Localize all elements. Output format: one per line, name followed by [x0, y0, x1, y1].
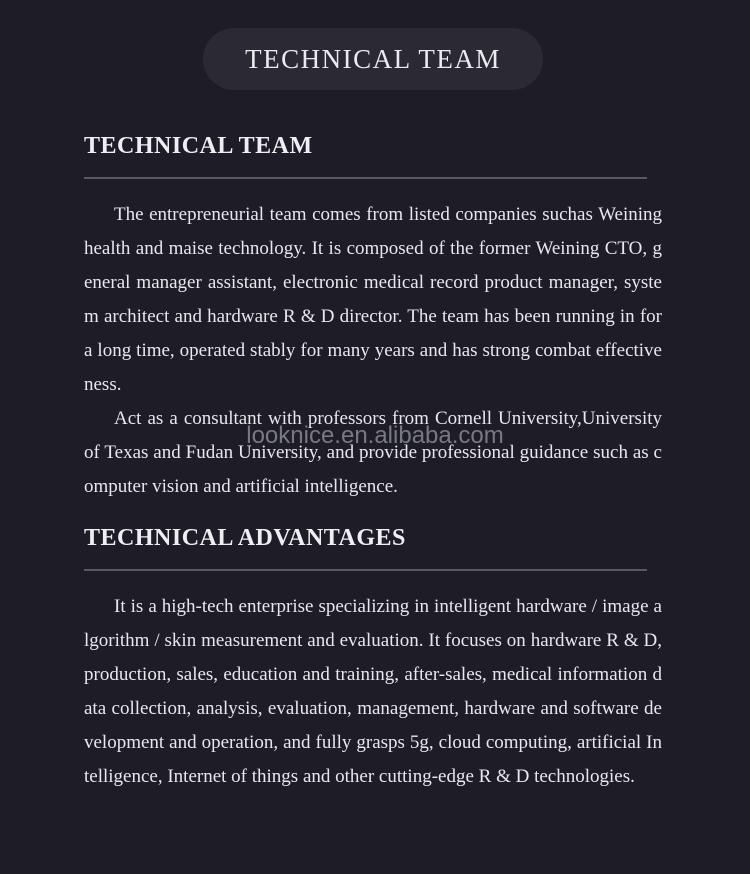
paragraph-advantages: It is a high-tech enterprise specializing in intelligent hardware / image algorithm / skin measurement and evaluation. It focuses on hardware R & D, production, sales, education and training, after-sales, medical information data collection, analysis, evaluation, management, hardware and software development and operation, and fully grasps 5g, cloud computing, artificial Intelligence, Internet of things and other cutting-edge R & D technologies. — [84, 596, 662, 787]
banner-title: TECHNICAL TEAM — [245, 44, 501, 74]
section-1-divider — [84, 177, 647, 179]
section-2-divider — [84, 569, 647, 571]
paragraph-consultants: Act as a consultant with professors from Cornell University,University of Texas and Fudan University, and provide professional guidance such as computer vision and artificial intelligence. — [84, 408, 662, 497]
section-2-body — [84, 590, 662, 794]
section-2-heading: TECHNICAL ADVANTAGES — [84, 525, 406, 551]
banner-pill — [203, 28, 543, 90]
section-1-body — [84, 198, 662, 504]
watermark-text: looknice.en.alibaba.com — [246, 422, 504, 449]
section-1-heading: TECHNICAL TEAM — [84, 133, 313, 159]
paragraph-team-intro: The entrepreneurial team comes from listed companies suchas Weining health and maise technology. It is composed of the former Weining CTO, general manager assistant, electronic medical record product manager, system architect and hardware R & D director. The team has been running in for a long time, operated stably for many years and has strong combat effectiveness. — [84, 204, 662, 395]
